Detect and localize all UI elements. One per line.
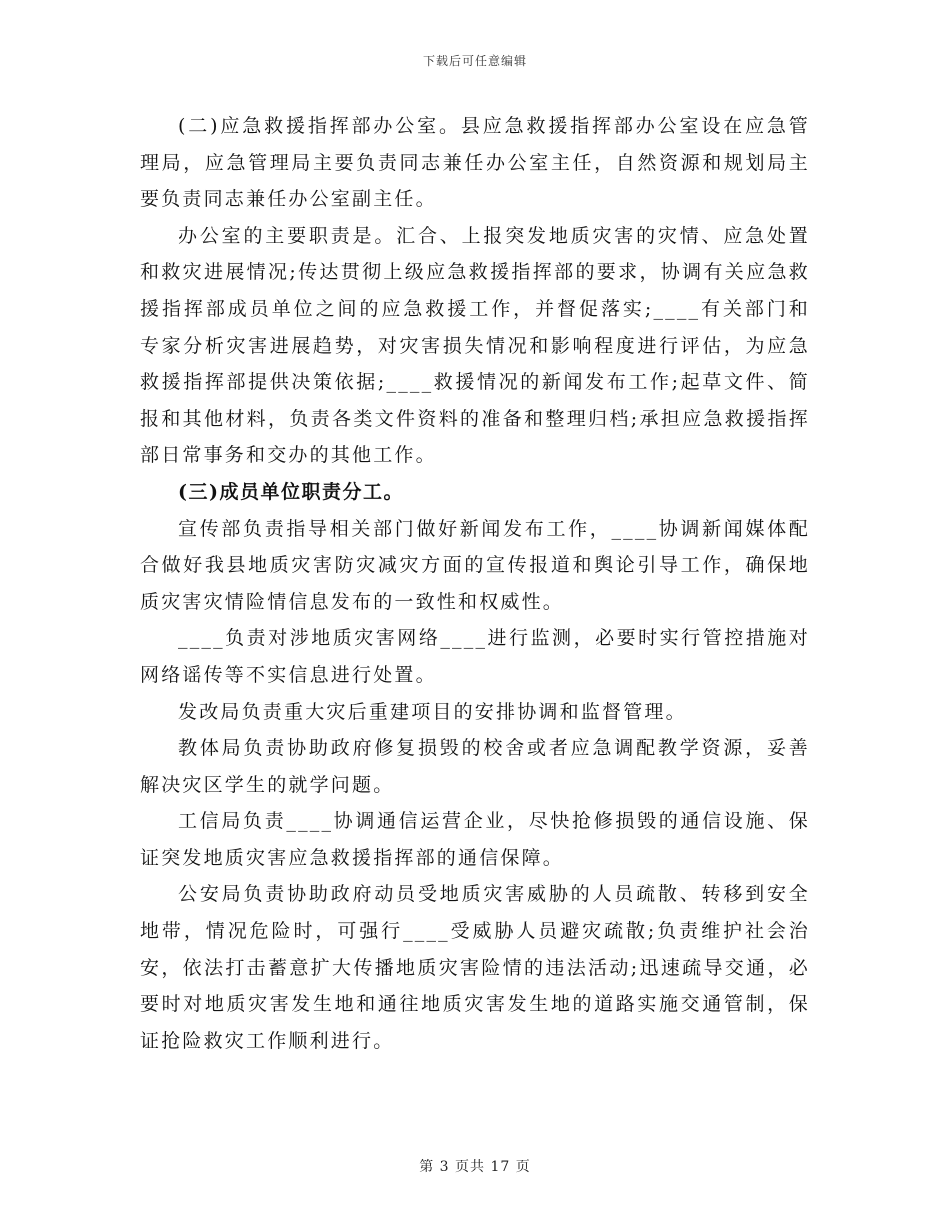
paragraph-publicity-dept: 宣传部负责指导相关部门做好新闻发布工作，____协调新闻媒体配合做好我县地质灾害防灾减灾方面的宣传报道和舆论引导工作，确保地质灾害灾情险情信息发布的一致性和权威性。 <box>140 517 810 613</box>
paragraph-command-office: (二)应急救援指挥部办公室。县应急救援指挥部办公室设在应急管理局，应急管理局主要负责同志兼任办公室主任，自然资源和规划局主要负责同志兼任办公室副主任。 <box>140 115 810 211</box>
page-footer: 第 3 页共 17 页 <box>419 1159 531 1175</box>
paragraph-public-security: 公安局负责协助政府动员受地质灾害威胁的人员疏散、转移到安全地带，情况危险时，可强行____受威胁人员避灾疏散;负责维护社会治安，依法打击蓄意扩大传播地质灾害险情的违法活动;迅速疏导交通，必要时对地质灾害发生地和通往地质灾害发生地的道路实施交通管制，保证抢险救灾工作顺利进行。 <box>140 883 810 1052</box>
paragraph-development-bureau: 发改局负责重大灾后重建项目的安排协调和监督管理。 <box>178 700 687 723</box>
paragraph-network-monitoring: ____负责对涉地质灾害网络____进行监测，必要时实行管控措施对网络谣传等不实信息进行处置。 <box>140 627 810 686</box>
paragraph-industry-bureau: 工信局负责____协调通信运营企业，尽快抢修损毁的通信设施、保证突发地质灾害应急救援指挥部的通信保障。 <box>140 810 810 869</box>
document-body <box>140 108 810 1059</box>
section-heading-member-duties: (三)成员单位职责分工。 <box>178 480 404 503</box>
paragraph-office-duties: 办公室的主要职责是。汇合、上报突发地质灾害的灾情、应急处置和救灾进展情况;传达贯彻上级应急救援指挥部的要求，协调有关应急救援指挥部成员单位之间的应急救援工作，并督促落实;____有关部门和专家分析灾害进展趋势，对灾害损失情况和影响程度进行评估，为应急救援指挥部提供决策依据;____救援情况的新闻发布工作;起草文件、简报和其他材料，负责各类文件资料的准备和整理归档;承担应急救援指挥部日常事务和交办的其他工作。 <box>140 224 810 467</box>
page-header: 下载后可任意编辑 <box>422 54 527 68</box>
paragraph-education-bureau: 教体局负责协助政府修复损毁的校舍或者应急调配教学资源，妥善解决灾区学生的就学问题。 <box>140 737 810 796</box>
